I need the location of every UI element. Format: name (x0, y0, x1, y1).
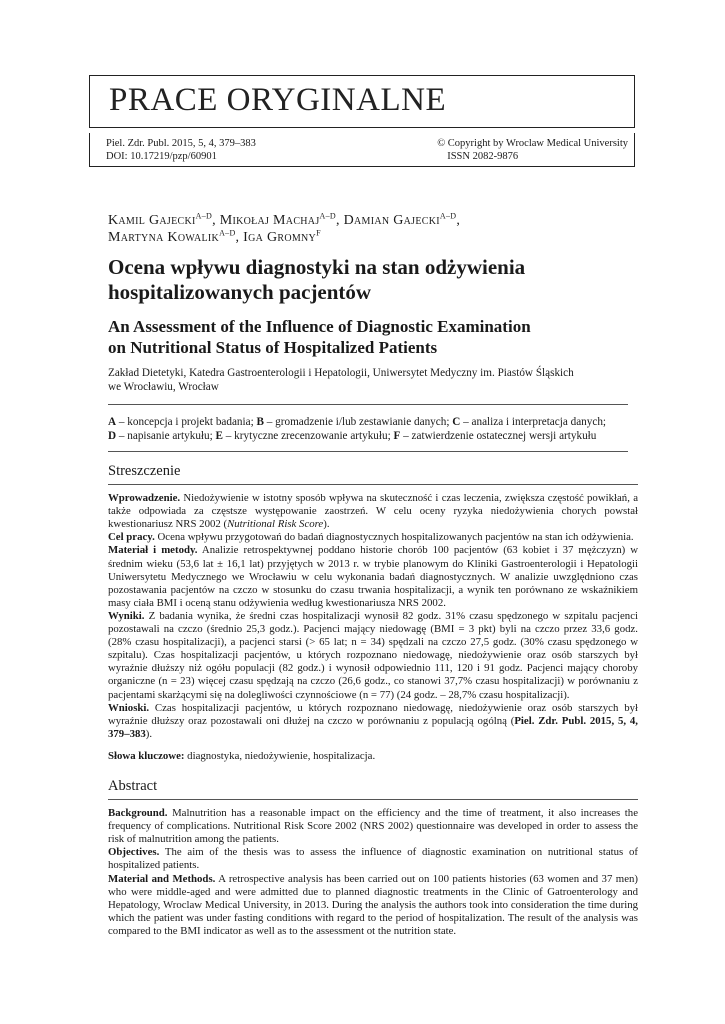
issn: ISSN 2082-9876 (447, 150, 519, 162)
author: Iga Gromny$^F$ (243, 228, 321, 245)
author-contributions (108, 404, 628, 452)
section-title: PRACE ORYGINALNE (109, 82, 447, 118)
journal-meta-left (106, 138, 256, 163)
abstract-section (108, 780, 638, 938)
author-list (108, 212, 628, 246)
abstract-paragraph: Material and Methods. A retrospective analysis has been carried out on 100 patients histories (63 women and 37 men) who were middle-aged and were admitted due to planned diagnostic treatments in the Clinic of Gatroenterology and Hepatology, Wroclaw Medical University, in 2013. During the analysis the authors took into consideration the time during which the patient was under fasting conditions with regard to the period of hospitalization. The result of the analysis was compared to the BMI indicator as well as to the assessment ot the nutrition state. (108, 872, 638, 937)
section-header-box (89, 75, 635, 128)
streszczenie-section (108, 465, 638, 763)
affiliation: Zakład Dietetyki, Katedra Gastroenterologii i Hepatologii, Uniwersytet Medyczny im. Piastów Śląskich we Wrocławiu, Wrocław (108, 367, 574, 393)
abstract-paragraph: Background. Malnutrition has a reasonable impact on the efficiency and the time of treatment, it also increases the frequency of complications. Nutritional Risk Score 2002 (NRS 2002) questionnaire was developed in order to assess the risk of malnutrition among the patients. (108, 807, 638, 846)
abstract-paragraph: Wyniki. Z badania wynika, że średni czas hospitalizacji wynosił 82 godz. 31% czasu spędzonego w szpitalu pacjenci pozostawali na czczo (średnio 25,3 godz.). Pacjenci mający niedowagę (BMI = 3 pkt) byli na czczo przez 33,6 godz. (28% czasu hospitalizacji), a pacjenci starsi (> 65 lat; n = 34) spędzali na czczo 27,5 godz. (30% czasu spędzonego w szpitalu). Czas hospitalizacji pacjentów, u których rozpoznano niedowagę, niedożywienie oraz osób starszych był wyraźnie dłuższy niż ogółu populacji (82 godz.) i wynosił odpowiednio 111, 120 i 91 godz. Pacjenci mający choroby organiczne (n = 23) więcej czasu spędzają na czczo (26,6 godz., co stanowi 37,7% czasu hospitalizacji) w porównaniu z pacjentami skarżącymi się na dolegliwości czynnościowe (n = 77) (24 godz. – 28,7% czasu hospitalizacji). (108, 609, 638, 701)
journal-meta-box (89, 133, 635, 167)
article-title-english: An Assessment of the Influence of Diagnostic Examination on Nutritional Status of Hospitalized Patients (108, 317, 531, 357)
author: Damian Gajecki$^{A-D}$, (343, 211, 461, 228)
author: Mikołaj Machaj$^{A-D}$, (219, 211, 344, 228)
abstract-paragraph: Wprowadzenie. Niedożywienie w istotny sposób wpływa na skuteczność i czas leczenia, zwiększa częstość powikłań, a także odpowiada za częstsze występowanie zaostrzeń. W celu oceny ryzyka niedożywienia chorych powstał kwestionariusz NRS 2002 (Nutritional Risk Score). (108, 492, 638, 531)
doi: DOI: 10.17219/pzp/60901 (106, 150, 217, 162)
abstract-paragraph: Materiał i metody. Analizie retrospektywnej poddano historie chorób 100 pacjentów (63 kobiet i 37 mężczyzn) w średnim wieku (53,6 lat ± 16,1 lat) przyjętych w 2013 r. w trybie planowym do Kliniki Gastroenterologii i Hepatologii Uniwersytetu Medycznego we Wrocławiu w celu wykonania badań diagnostycznych. W analizie uwzględniono czas pozostawania pacjentów na czczo w stosunku do czasu trwania hospitalizacji, a wynik ten porównano ze wskaźnikiem masy ciała BMI i oceną stanu odżywienia według kwestionariusza NRS 2002. (108, 544, 638, 609)
article-title-polish: Ocena wpływu diagnostyki na stan odżywienia hospitalizowanych pacjentów (108, 255, 526, 304)
streszczenie-heading: Streszczenie (108, 463, 181, 479)
journal-citation: Piel. Zdr. Publ. 2015, 5, 4, 379–383 (106, 138, 256, 149)
abstract-paragraph: Wnioski. Czas hospitalizacji pacjentów, u których rozpoznano niedowagę, niedożywienie oraz osób starszych był wyraźnie dłuższy oraz pozostawali oni dłużej na czczo w porównaniu z populacją ogólną (Piel. Zdr. Publ. 2015, 5, 4, 379–383). (108, 701, 638, 740)
contributions-line: D – napisanie artykułu; E – krytyczne zrecenzowanie artykułu; F – zatwierdzenie ostatecznej wersji artykułu (108, 430, 597, 442)
keywords: Słowa kluczowe: diagnostyka, niedożywienie, hospitalizacja. (108, 749, 376, 762)
contributions-line: A – koncepcja i projekt badania; B – gromadzenie i/lub zestawianie danych; C – analiza i interpretacja danych; (108, 416, 607, 428)
section-divider (108, 484, 638, 485)
journal-meta-right (437, 138, 628, 163)
section-divider (108, 799, 638, 800)
copyright: © Copyright by Wroclaw Medical University (437, 138, 628, 149)
author: Martyna Kowalik$^{A-D}$, (108, 228, 244, 245)
abstract-paragraph: Objectives. The aim of the thesis was to assess the influence of diagnostic examination on nutritional status of hospitalized patients. (108, 846, 638, 872)
abstract-paragraph: Cel pracy. Ocena wpływu przygotowań do badań diagnostycznych hospitalizowanych pacjentów na stan ich odżywienia. (108, 531, 634, 544)
author: Kamil Gajecki$^{A-D}$, (108, 211, 220, 228)
abstract-heading: Abstract (108, 778, 158, 794)
